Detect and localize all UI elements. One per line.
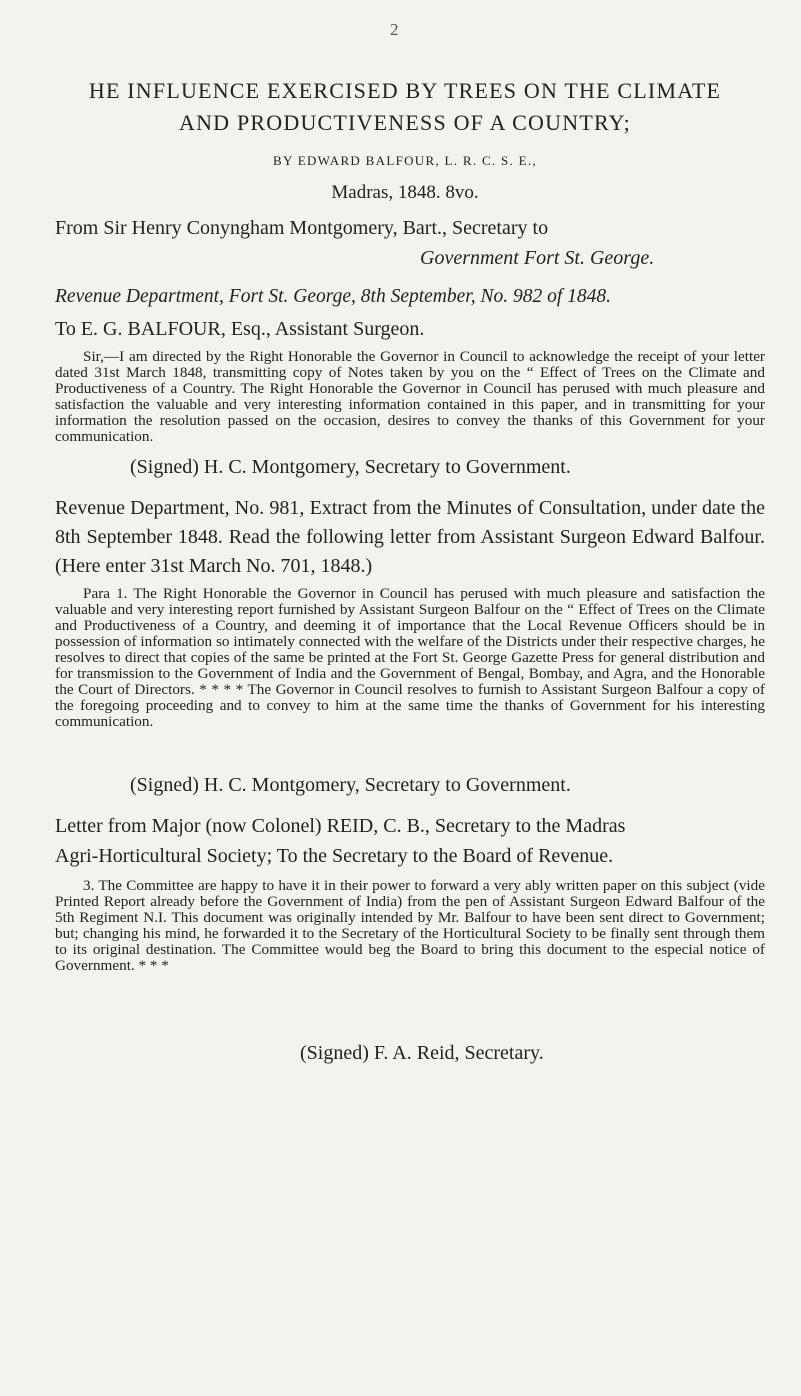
document-title-line-2: AND PRODUCTIVENESS OF A COUNTRY; bbox=[179, 110, 631, 135]
letter2-heading-line-1: Letter from Major (now Colonel) REID, C. B., Secretary to the Madras bbox=[55, 815, 626, 837]
page-number: 2 bbox=[390, 20, 399, 39]
byline: BY EDWARD BALFOUR, L. R. C. S. E., bbox=[272, 153, 537, 168]
publication-line: Madras, 1848. 8vo. bbox=[331, 182, 479, 203]
letter2-heading-line-2: Agri-Horticultural Society; To the Secretary to the Board of Revenue. bbox=[55, 845, 614, 867]
letter1-signature: (Signed) H. C. Montgomery, Secretary to Government. bbox=[130, 456, 571, 478]
letter1-from-line-1: From Sir Henry Conyngham Montgomery, Bart., Secretary to bbox=[55, 217, 549, 239]
letter1-body: Sir,—I am directed by the Right Honorable the Governor in Council to acknowledge the receipt of your letter dated 31st March 1848, transmitting copy of Notes taken by you on the “ Effect of Trees on the Climate and Productiveness of a Country. The Right Honorable the Governor in Council has perused with much pleasure and satisfaction the valuable and very interesting information contained in this paper, and in transmitting for your information the resolution passed on the occasion, desires to convey the thanks of this Government for your communication. bbox=[55, 348, 765, 445]
letter1-dept-line: Revenue Department, Fort St. George, 8th September, No. 982 of 1848. bbox=[55, 286, 612, 307]
document-title-line-1: HE INFLUENCE EXERCISED BY TREES ON THE CLIMATE bbox=[88, 78, 722, 103]
letter2-signature: (Signed) F. A. Reid, Secretary. bbox=[300, 1042, 544, 1064]
extract-signature: (Signed) H. C. Montgomery, Secretary to Government. bbox=[130, 774, 571, 796]
letter1-to-line: To E. G. BALFOUR, Esq., Assistant Surgeon. bbox=[55, 318, 425, 340]
extract-body: Para 1. The Right Honorable the Governor in Council has perused with much pleasure and satisfaction the valuable and very interesting report furnished by Assistant Surgeon Balfour on the “ Effect of Trees on the Climate and Productiveness of a Country, and deeming it of importance that the Local Revenue Officers should be in possession of information so intimately connected with the welfare of the Districts under their respective charges, he resolves to direct that copies of the same be printed at the Fort St. George Gazette Press for general distribution and for transmission to the Government of India and the Government of Bengal, Bombay, and Agra, and the Honorable the Court of Directors. * * * * The Governor in Council resolves to furnish to Assistant Surgeon Balfour a copy of the foregoing proceeding and to convey to him at the same time the thanks of Government for his interesting communication. bbox=[55, 585, 765, 730]
letter2-body: 3. The Committee are happy to have it in their power to forward a very ably written paper on this subject (vide Printed Report already before the Government of India) from the pen of Assistant Surgeon Edward Balfour of the 5th Regiment N.I. This document was originally intended by Mr. Balfour to have been sent direct to Government; but; changing his mind, he forwarded it to the Secretary of the Horticultural Society to be finally sent through them to its original destination. The Committee would beg the Board to bring this document to the especial notice of Government. * * * bbox=[55, 877, 765, 974]
extract-heading: Revenue Department, No. 981, Extract from the Minutes of Consultation, under date the 8th September 1848. Read the following letter from Assistant Surgeon Edward Balfour. (Here enter 31st March No. 701, 1848.) bbox=[55, 497, 765, 577]
letter1-from-line-2: Government Fort St. George. bbox=[420, 247, 655, 269]
